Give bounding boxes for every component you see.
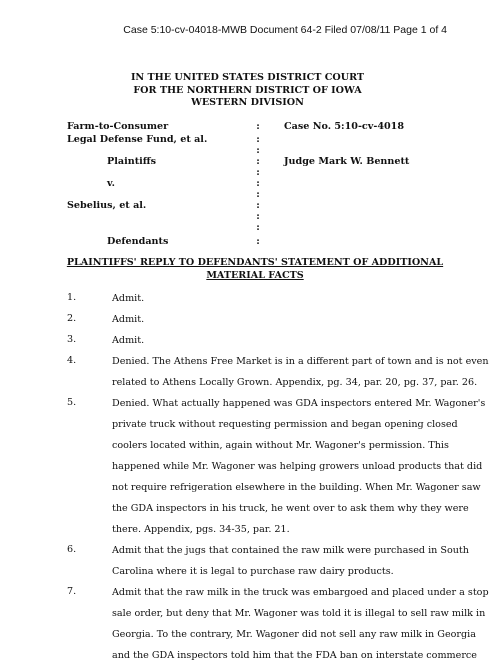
paragraph-body bbox=[112, 288, 457, 309]
paragraph-body bbox=[112, 309, 457, 330]
paragraph-line: and the GDA inspectors told him that the FDA ban on interstate commerce bbox=[112, 650, 477, 661]
caption-colon: : bbox=[256, 156, 260, 167]
caption-colon: : bbox=[256, 189, 260, 200]
court-heading bbox=[0, 72, 495, 110]
paragraph-line: not require refrigeration elsewhere in the building. When Mr. Wagoner saw bbox=[112, 482, 481, 493]
paragraph-number: 7. bbox=[67, 586, 77, 597]
court-line-3: WESTERN DIVISION bbox=[191, 97, 304, 108]
court-line-2: FOR THE NORTHERN DISTRICT OF IOWA bbox=[133, 84, 362, 96]
caption-colon: : bbox=[256, 134, 260, 145]
paragraph-line: Admit that the jugs that contained the raw milk were purchased in South bbox=[112, 545, 469, 556]
plaintiffs-label: Plaintiffs bbox=[107, 156, 157, 167]
document-title bbox=[60, 256, 450, 282]
paragraph-number: 5. bbox=[67, 397, 77, 408]
paragraph-number: 2. bbox=[67, 313, 77, 324]
paragraph-line: Denied. The Athens Free Market is in a different part of town and is not even bbox=[112, 356, 489, 367]
paragraph-number: 4. bbox=[67, 355, 77, 366]
title-line-2: MATERIAL FACTS bbox=[206, 270, 304, 281]
versus-label: v. bbox=[107, 178, 115, 189]
plaintiff-name-line-1: Farm-to-Consumer bbox=[67, 121, 169, 132]
caption-colon: : bbox=[256, 236, 260, 247]
court-line-1: IN THE UNITED STATES DISTRICT COURT bbox=[130, 72, 365, 83]
title-line-1: PLAINTIFFS' REPLY TO DEFENDANTS' STATEMENT OF ADDITIONAL bbox=[66, 257, 444, 268]
paragraph-line: Georgia. To the contrary, Mr. Wagoner did not sell any raw milk in Georgia bbox=[112, 629, 476, 640]
paragraph-body bbox=[112, 393, 486, 540]
caption-colon: : bbox=[256, 145, 260, 156]
paragraph-line: related to Athens Locally Grown. Appendix, pg. 34, par. 20, pg. 37, par. 26. bbox=[112, 377, 478, 388]
caption-colon: : bbox=[256, 211, 260, 222]
defendant-name: Sebelius, et al. bbox=[67, 200, 147, 211]
defendants-label: Defendants bbox=[107, 236, 169, 247]
paragraph-line: Denied. What actually happened was GDA inspectors entered Mr. Wagoner's bbox=[112, 398, 486, 409]
plaintiff-name-line-2: Legal Defense Fund, et al. bbox=[67, 134, 208, 145]
paragraph-line: there. Appendix, pgs. 34-35, par. 21. bbox=[112, 524, 290, 535]
case-number: Case No. 5:10-cv-4018 bbox=[284, 121, 405, 132]
paragraph-line: Carolina where it is legal to purchase raw dairy products. bbox=[112, 566, 394, 577]
paragraph-number: 1. bbox=[67, 292, 77, 303]
caption-colon: : bbox=[256, 222, 260, 233]
caption-colon: : bbox=[256, 167, 260, 178]
paragraph-body bbox=[112, 330, 457, 351]
caption-colon: : bbox=[256, 200, 260, 211]
judge-name: Judge Mark W. Bennett bbox=[284, 156, 410, 167]
paragraph-body bbox=[112, 351, 489, 393]
caption-colon: : bbox=[256, 121, 260, 132]
paragraph-body bbox=[112, 582, 489, 666]
caption-colon: : bbox=[256, 178, 260, 189]
paragraph-line: happened while Mr. Wagoner was helping growers unload products that did bbox=[112, 461, 483, 472]
paragraph-line: Admit. bbox=[112, 293, 145, 304]
paragraph-line: Admit. bbox=[112, 335, 145, 346]
filing-header-stamp: Case 5:10-cv-04018-MWB Document 64-2 Filed 07/08/11 Page 1 of 4 bbox=[123, 24, 447, 36]
paragraph-number: 6. bbox=[67, 544, 77, 555]
paragraph-line: sale order, but deny that Mr. Wagoner was told it is illegal to sell raw milk in bbox=[112, 608, 486, 619]
paragraph-line: the GDA inspectors in his truck, he went over to ask them why they were bbox=[112, 503, 469, 514]
paragraph-line: Admit that the raw milk in the truck was embargoed and placed under a stop bbox=[112, 587, 489, 598]
paragraph-body bbox=[112, 540, 469, 582]
paragraph-line: coolers located within, again without Mr. Wagoner's permission. This bbox=[112, 440, 449, 451]
paragraph-line: private truck without requesting permission and began opening closed bbox=[112, 419, 458, 430]
paragraph-line: Admit. bbox=[112, 314, 145, 325]
paragraph-number: 3. bbox=[67, 334, 77, 345]
